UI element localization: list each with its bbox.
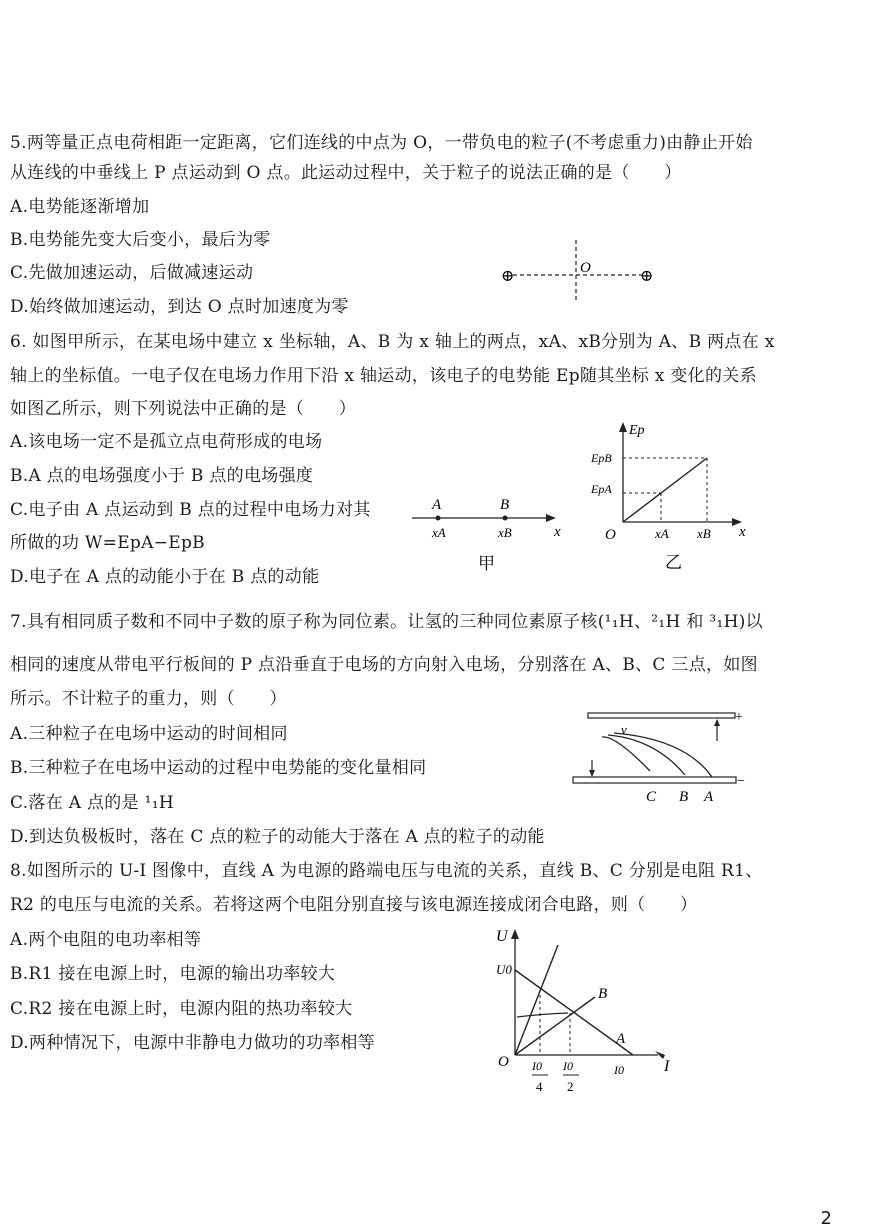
q7-stem-line3: 所示。不计粒子的重力，则（ ）: [10, 689, 287, 709]
q5-stem-line1: 5.两等量正点电荷相距一定距离，它们连线的中点为 O，一带负电的粒子(不考虑重力)由静止开始: [10, 133, 753, 153]
yi-tick-xb: xB: [697, 526, 711, 541]
jia-tick-a: xA: [432, 525, 446, 540]
two-charges-figure: [495, 236, 665, 302]
jia-point-b: B: [500, 497, 510, 513]
jia-tick-b: xB: [498, 525, 512, 540]
jia-caption: 甲: [478, 554, 495, 573]
yi-caption: 乙: [665, 553, 682, 572]
q7-option-c: C.落在 A 点的是 ¹₁H: [10, 793, 174, 813]
u-axis-label: U: [496, 928, 508, 945]
charge-left: ⊕: [501, 268, 515, 285]
yi-tick-epa: EpA: [591, 482, 612, 496]
plate-minus-sign: −: [737, 774, 745, 789]
point-o-label: O: [580, 260, 591, 276]
q8-option-a: A.两个电阻的电功率相等: [10, 930, 202, 950]
q7-option-d: D.到达负极板时，落在 C 点的粒子的动能大于落在 A 点的粒子的动能: [10, 827, 545, 847]
landing-point-b: B: [679, 789, 689, 805]
velocity-label: v: [621, 722, 627, 737]
landing-point-c: C: [646, 789, 657, 805]
line-c: [515, 945, 558, 1055]
yi-y-axis-label: Ep: [629, 423, 645, 438]
q7-option-b: B.三种粒子在电场中运动的过程中电势能的变化量相同: [10, 758, 427, 778]
yi-tick-xa: xA: [655, 526, 669, 541]
q8-stem-line2: R2 的电压与电流的关系。若将这两个电阻分别直接与该电源连接成闭合电路，则（ ）: [10, 895, 698, 915]
parallel-plates-figure: [570, 705, 755, 805]
q7-stem-line1: 7.具有相同质子数和不同中子数的原子称为同位素。让氢的三种同位素原子核(¹₁H、²₁H 和 ³₁H)以: [10, 612, 763, 632]
q8-stem-line1: 8.如图所示的 U-I 图像中，直线 A 为电源的路端电压与电流的关系，直线 B、C 分别是电阻 R1、: [10, 861, 763, 881]
tick-quarter-denominator: 4: [536, 1079, 543, 1094]
tick-half-denominator: 2: [567, 1079, 574, 1094]
tick-quarter-numerator: I0: [532, 1059, 542, 1073]
u0-label: U0: [496, 962, 512, 977]
q5-option-c: C.先做加速运动，后做减速运动: [10, 263, 254, 283]
q5-option-a: A.电势能逐渐增加: [10, 197, 150, 217]
landing-point-a: A: [704, 789, 714, 805]
q8-option-c: C.R2 接在电源上时，电源内阻的热功率较大: [10, 999, 353, 1019]
yi-x-axis-label: x: [739, 524, 746, 540]
q6-option-d: D.电子在 A 点的动能小于在 B 点的动能: [10, 567, 320, 587]
figure-jia: [410, 490, 570, 580]
charge-right: ⊕: [640, 268, 654, 285]
q6-option-c-line2: 所做的功 W=EpA−EpB: [10, 533, 205, 553]
yi-tick-epb: EpB: [591, 451, 612, 465]
q6-option-b: B.A 点的电场强度小于 B 点的电场强度: [10, 466, 314, 486]
q6-option-a: A.该电场一定不是孤立点电荷形成的电场: [10, 432, 323, 452]
q7-option-a: A.三种粒子在电场中运动的时间相同: [10, 724, 288, 744]
jia-point-a: A: [432, 497, 442, 513]
tick-half-numerator: I0: [563, 1059, 573, 1073]
q7-stem-line2: 相同的速度从带电平行板间的 P 点沿垂直于电场的方向射入电场，分别落在 A、B、C 三点，如图: [10, 655, 758, 675]
figure-yi-ep-graph: [585, 418, 760, 578]
q8-option-b: B.R1 接在电源上时，电源的输出功率较大: [10, 964, 336, 984]
tick-full-label: I0: [614, 1063, 624, 1077]
q6-stem-line2: 轴上的坐标值。一电子仅在电场力作用下沿 x 轴运动，该电子的电势能 Ep随其坐标 x 变化的关系: [10, 366, 757, 386]
q6-stem-line1: 6. 如图甲所示，在某电场中建立 x 坐标轴，A、B 为 x 轴上的两点，xA、xB分别为 A、B 两点在 x: [10, 332, 775, 352]
q5-stem-line2: 从连线的中垂线上 P 点运动到 O 点。此运动过程中，关于粒子的说法正确的是（ ）: [10, 163, 682, 183]
q5-option-d: D.始终做加速运动，到达 O 点时加速度为零: [10, 297, 349, 317]
q6-stem-line3: 如图乙所示，则下列说法中正确的是（ ）: [10, 399, 356, 419]
plate-plus-sign: +: [735, 710, 743, 725]
origin-label: O: [498, 1054, 509, 1070]
i-axis-label: I: [664, 1058, 670, 1075]
q8-option-d: D.两种情况下，电源中非静电力做功的功率相等: [10, 1033, 376, 1053]
q5-option-b: B.电势能先变大后变小，最后为零: [10, 230, 271, 250]
q6-option-c-line1: C.电子由 A 点运动到 B 点的过程中电场力对其: [10, 500, 371, 520]
line-b-label: B: [598, 986, 608, 1002]
jia-axis-label: x: [554, 524, 561, 540]
yi-origin: O: [605, 527, 616, 543]
line-a-label: A: [616, 1031, 626, 1047]
page-number: 2: [820, 1208, 832, 1229]
ui-graph-figure: [490, 925, 680, 1105]
